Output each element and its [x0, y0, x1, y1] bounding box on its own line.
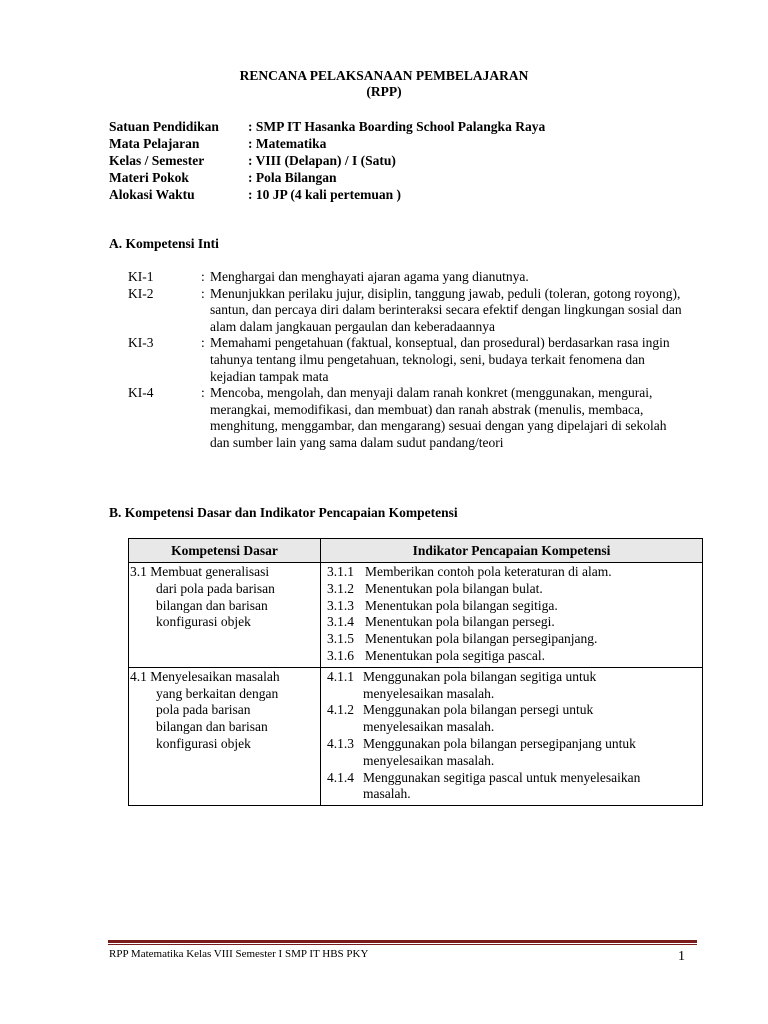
info-value: : 10 JP (4 kali pertemuan ) — [248, 187, 401, 202]
indicator-text: Menggunakan segitiga pascal untuk menyelesaikan — [363, 769, 641, 785]
ki-item: KI-4 : Mencoba, mengolah, dan menyaji dalam ranah konkret (menggunakan, mengurai, merangkai, memodifikasi, dan membuat) dan ranah abstrak (menulis, membaca, menghitung, menggambar, dan mengarang) sesuai dengan yang dipelajari di sekolah dan sumber lain yang sama dalam sudut pandang/teori — [128, 385, 688, 451]
ki-item: KI-3 : Memahami pengetahuan (faktual, konseptual, dan prosedural) berdasarkan rasa ingin tahunya tentang ilmu pengetahuan, teknologi, seni, budaya terkait fenomena dan kejadian tampak mata — [128, 335, 688, 385]
ki-code: KI-2 — [128, 285, 154, 301]
info-key: Kelas / Semester — [109, 153, 205, 168]
section-b-heading: B. Kompetensi Dasar dan Indikator Pencapaian Kompetensi — [109, 505, 458, 520]
kd-line: bilangan dan barisan — [156, 719, 268, 735]
kd-title: 4.1 Menyelesaikan masalah — [130, 668, 280, 684]
info-row — [109, 169, 545, 186]
kd-line: pola pada barisan — [156, 702, 251, 718]
footer-rule-thin — [108, 944, 697, 945]
indicator-number: 4.1.1 — [327, 668, 354, 684]
indicator-text: Menentukan pola bilangan persegipanjang. — [365, 631, 598, 647]
info-key: Satuan Pendidikan — [109, 119, 219, 134]
info-row — [109, 135, 545, 152]
ki-text: Memahami pengetahuan (faktual, konseptual, dan prosedural) berdasarkan rasa ingin tahunya tentang ilmu pengetahuan, teknologi, seni, budaya terkait fenomena dan kejadian tampak mata — [210, 335, 670, 384]
indicator-item — [327, 770, 698, 804]
indicator-item — [327, 564, 698, 581]
indicator-text: Menentukan pola bilangan segitiga. — [365, 597, 558, 613]
table-header-row — [129, 539, 703, 563]
indicator-text-cont: masalah. — [363, 786, 411, 802]
kd-line: konfigurasi objek — [156, 735, 251, 751]
info-key: Materi Pokok — [109, 170, 189, 185]
competency-table — [128, 538, 703, 806]
indicator-cell — [321, 563, 703, 668]
table-row — [129, 667, 703, 805]
indicator-number: 4.1.3 — [327, 735, 354, 751]
indicator-number: 3.1.5 — [327, 631, 354, 647]
indicator-item — [327, 648, 698, 665]
column-header-kd: Kompetensi Dasar — [129, 539, 321, 563]
kd-line: yang berkaitan dengan — [156, 685, 279, 701]
footer-rule — [108, 940, 697, 943]
indicator-text: Menentukan pola bilangan bulat. — [365, 580, 543, 596]
table-row — [129, 563, 703, 668]
ki-text: Menghargai dan menghayati ajaran agama yang dianutnya. — [210, 269, 529, 284]
info-value: : Matematika — [248, 136, 327, 151]
indicator-item — [327, 736, 698, 770]
indicator-item — [327, 581, 698, 598]
ki-text: Menunjukkan perilaku jujur, disiplin, tanggung jawab, peduli (toleran, gotong royong), santun, dan percaya diri dalam berinteraksi secara efektif dengan lingkungan sosial dan alam dalam jangkauan pergaulan dan keberadaannya — [210, 285, 682, 334]
indicator-text: Menggunakan pola bilangan segitiga untuk — [363, 668, 597, 684]
indicator-item — [327, 669, 698, 703]
document-subtitle: (RPP) — [366, 84, 402, 99]
ki-item: KI-2 : Menunjukkan perilaku jujur, disiplin, tanggung jawab, peduli (toleran, gotong royong), santun, dan percaya diri dalam berinteraksi secara efektif dengan lingkungan sosial dan alam dalam jangkauan pergaulan dan keberadaannya — [128, 286, 688, 336]
indicator-text-cont: menyelesaikan masalah. — [363, 685, 495, 701]
indicator-item — [327, 598, 698, 615]
indicator-number: 3.1.4 — [327, 614, 354, 630]
document-title: RENCANA PELAKSANAAN PEMBELAJARAN — [239, 68, 529, 83]
kd-line: bilangan dan barisan — [156, 597, 268, 613]
info-row — [109, 152, 545, 169]
info-value: : VIII (Delapan) / I (Satu) — [248, 153, 396, 168]
ki-code: KI-3 — [128, 335, 154, 351]
info-value: : Pola Bilangan — [248, 170, 337, 185]
ki-item: KI-1 : Menghargai dan menghayati ajaran agama yang dianutnya. — [128, 269, 688, 286]
footer-text: RPP Matematika Kelas VIII Semester I SMP IT HBS PKY — [109, 948, 369, 960]
indicator-item — [327, 614, 698, 631]
indicator-text-cont: menyelesaikan masalah. — [363, 752, 495, 768]
indicator-number: 3.1.6 — [327, 647, 354, 663]
indicator-number: 3.1.3 — [327, 597, 354, 613]
info-value: : SMP IT Hasanka Boarding School Palangka Raya — [248, 119, 546, 134]
indicator-number: 3.1.2 — [327, 580, 354, 596]
info-key: Alokasi Waktu — [109, 187, 195, 202]
indicator-text: Menggunakan pola bilangan persegi untuk — [363, 702, 594, 718]
indicator-text: Menggunakan pola bilangan persegipanjang untuk — [363, 735, 636, 751]
kompetensi-inti-list — [128, 269, 688, 452]
kd-line: dari pola pada barisan — [156, 580, 275, 596]
ki-code: KI-1 — [128, 269, 154, 284]
indicator-text: Menentukan pola segitiga pascal. — [365, 647, 545, 663]
column-header-indicator: Indikator Pencapaian Kompetensi — [321, 539, 703, 563]
kd-line: konfigurasi objek — [156, 614, 251, 630]
info-row — [109, 186, 545, 203]
indicator-text: Menentukan pola bilangan persegi. — [365, 614, 555, 630]
ki-text: Mencoba, mengolah, dan menyaji dalam ranah konkret (menggunakan, mengurai, merangkai, memodifikasi, dan membuat) dan ranah abstrak (menulis, membaca, menghitung, menggambar, dan mengarang) sesuai dengan yang dipelajari di sekolah dan sumber lain yang sama dalam sudut pandang/teori — [210, 385, 667, 450]
section-a-heading: A. Kompetensi Inti — [109, 236, 219, 251]
kd-cell — [129, 667, 321, 805]
indicator-item — [327, 631, 698, 648]
ki-code: KI-4 — [128, 385, 154, 401]
indicator-number: 4.1.4 — [327, 769, 354, 785]
kd-title: 3.1 Membuat generalisasi — [130, 564, 270, 579]
indicator-number: 4.1.2 — [327, 702, 354, 718]
kd-cell — [129, 563, 321, 668]
info-row — [109, 118, 545, 135]
page-number: 1 — [678, 949, 685, 964]
indicator-text: Memberikan contoh pola keteraturan di alam. — [365, 564, 612, 579]
info-key: Mata Pelajaran — [109, 136, 200, 151]
identity-block — [109, 118, 545, 203]
indicator-text-cont: menyelesaikan masalah. — [363, 719, 495, 735]
indicator-cell — [321, 667, 703, 805]
indicator-item — [327, 702, 698, 736]
indicator-number: 3.1.1 — [327, 564, 354, 579]
